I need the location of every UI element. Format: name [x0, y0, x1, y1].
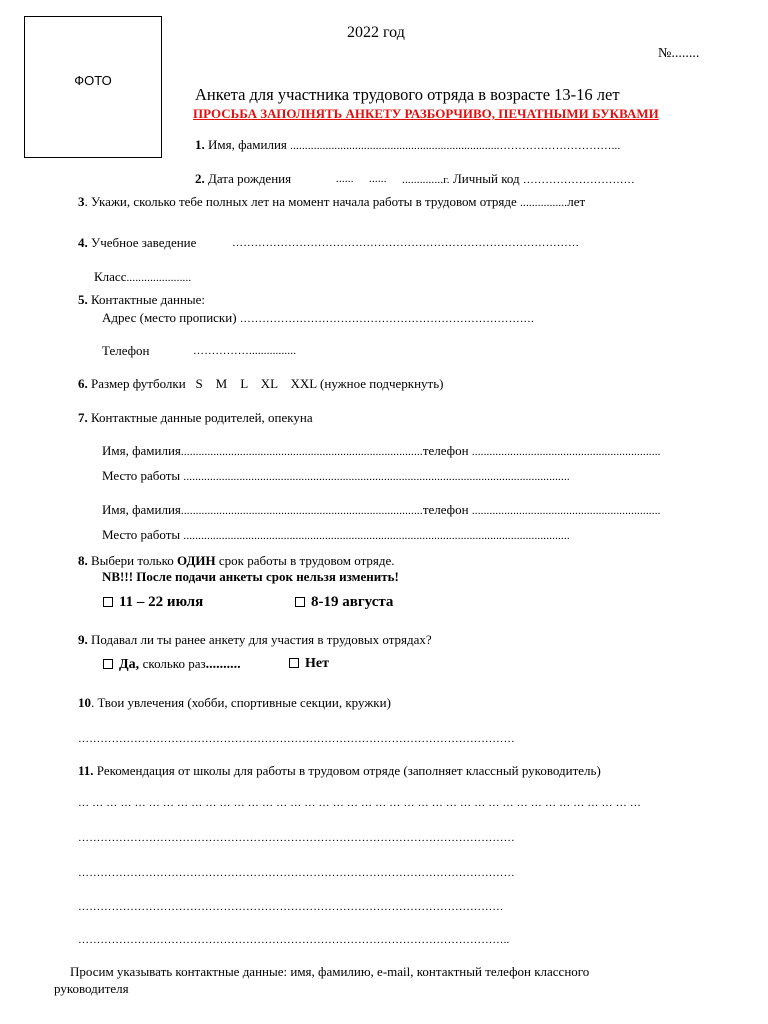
year-heading: 2022 год — [347, 24, 405, 41]
q11-line-4: …………………………………………………………………………………………………… — [78, 901, 504, 913]
q2-month-dots: ...... — [369, 173, 387, 185]
q4-school-dots: ………………………………………………………………………………… — [232, 237, 580, 249]
form-number: №........ — [658, 46, 700, 61]
q5-contacts: 5. Контактные данные: — [78, 292, 206, 307]
q9-option-no[interactable]: Нет — [289, 656, 329, 672]
form-title: Анкета для участника трудового отряда в возрасте 13-16 лет — [195, 85, 620, 104]
q4-class: Класс...................... — [94, 269, 192, 284]
q1-name: 1. Имя, фамилия .......................................................................…………………………... — [195, 137, 621, 152]
q11-line-1: … … … … … … … … … … … … … … … … … … … … … … … … … … … … … … … … … … … … … … … … — [78, 797, 642, 809]
q7-parent1-name: Имя, фамилия..................................................................................телефон ................................................................ — [102, 443, 661, 458]
q6-tshirt: 6. Размер футболки S M L XL XXL (нужное подчеркнуть) — [78, 376, 444, 391]
q11-line-2: ……………………………………………………………………………………………………… — [78, 832, 515, 844]
q2-birthdate: 2. Дата рождения — [195, 171, 292, 186]
checkbox-icon[interactable] — [103, 597, 113, 607]
q11-line-3: ……………………………………………………………………………………………………… — [78, 867, 515, 879]
q8-nb-note: NB!!! После подачи анкеты срок нельзя изменить! — [102, 569, 399, 584]
photo-placeholder — [24, 16, 162, 158]
q1-dots: .......................................................................…………………………... — [290, 140, 621, 152]
q9-option-yes[interactable]: Да, сколько раз.......... — [103, 656, 241, 673]
q7-parent2-work: Место работы ................................................................................................................................... — [102, 527, 570, 542]
q7-parent2-name: Имя, фамилия..................................................................................телефон ................................................................ — [102, 502, 661, 517]
q10-dots: ……………………………………………………………………………………………………… — [78, 733, 515, 745]
q5-address: Адрес (место прописки) ……………………………………………………………………. — [102, 310, 534, 325]
q10-hobbies: 10. Твои увлечения (хобби, спортивные секции, кружки) — [78, 695, 391, 710]
q8-period: 8. Выбери только ОДИН срок работы в трудовом отряде. — [78, 553, 395, 568]
q2-year-code: ..............г. Личный код ………………………… — [402, 171, 635, 186]
q9-previous: 9. Подавал ли ты ранее анкету для участия в трудовых отрядах? — [78, 632, 432, 647]
q8-option-august[interactable]: 8-19 августа — [295, 594, 393, 611]
q2-day-dots: ...... — [336, 173, 354, 185]
q8-option-july[interactable]: 11 – 22 июля — [103, 594, 203, 611]
q4-school: 4. Учебное заведение — [78, 235, 197, 250]
form-subtitle: ПРОСЬБА ЗАПОЛНЯТЬ АНКЕТУ РАЗБОРЧИВО, ПЕЧАТНЫМИ БУКВАМИ — [193, 106, 659, 121]
q5-phone-dots: ……………................ — [193, 345, 297, 357]
photo-label: ФОТО — [74, 73, 112, 88]
checkbox-icon[interactable] — [295, 597, 305, 607]
q7-parents: 7. Контактные данные родителей, опекуна — [78, 410, 313, 425]
q11-line-5: …………………………………………………………………………………………………….. — [78, 934, 510, 946]
q11-recommendation: 11. Рекомендация от школы для работы в трудовом отряде (заполняет классный руководитель) — [78, 763, 601, 778]
checkbox-icon[interactable] — [103, 659, 113, 669]
footer-line-2: руководителя — [54, 981, 129, 996]
checkbox-icon[interactable] — [289, 658, 299, 668]
q3-age: 3. Укажи, сколько тебе полных лет на момент начала работы в трудовом отряде ................лет — [78, 194, 586, 209]
q7-parent1-work: Место работы ................................................................................................................................... — [102, 468, 570, 483]
footer-line-1: Просим указывать контактные данные: имя, фамилию, e-mail, контактный телефон классного — [70, 964, 590, 979]
q5-phone: Телефон — [102, 343, 150, 358]
